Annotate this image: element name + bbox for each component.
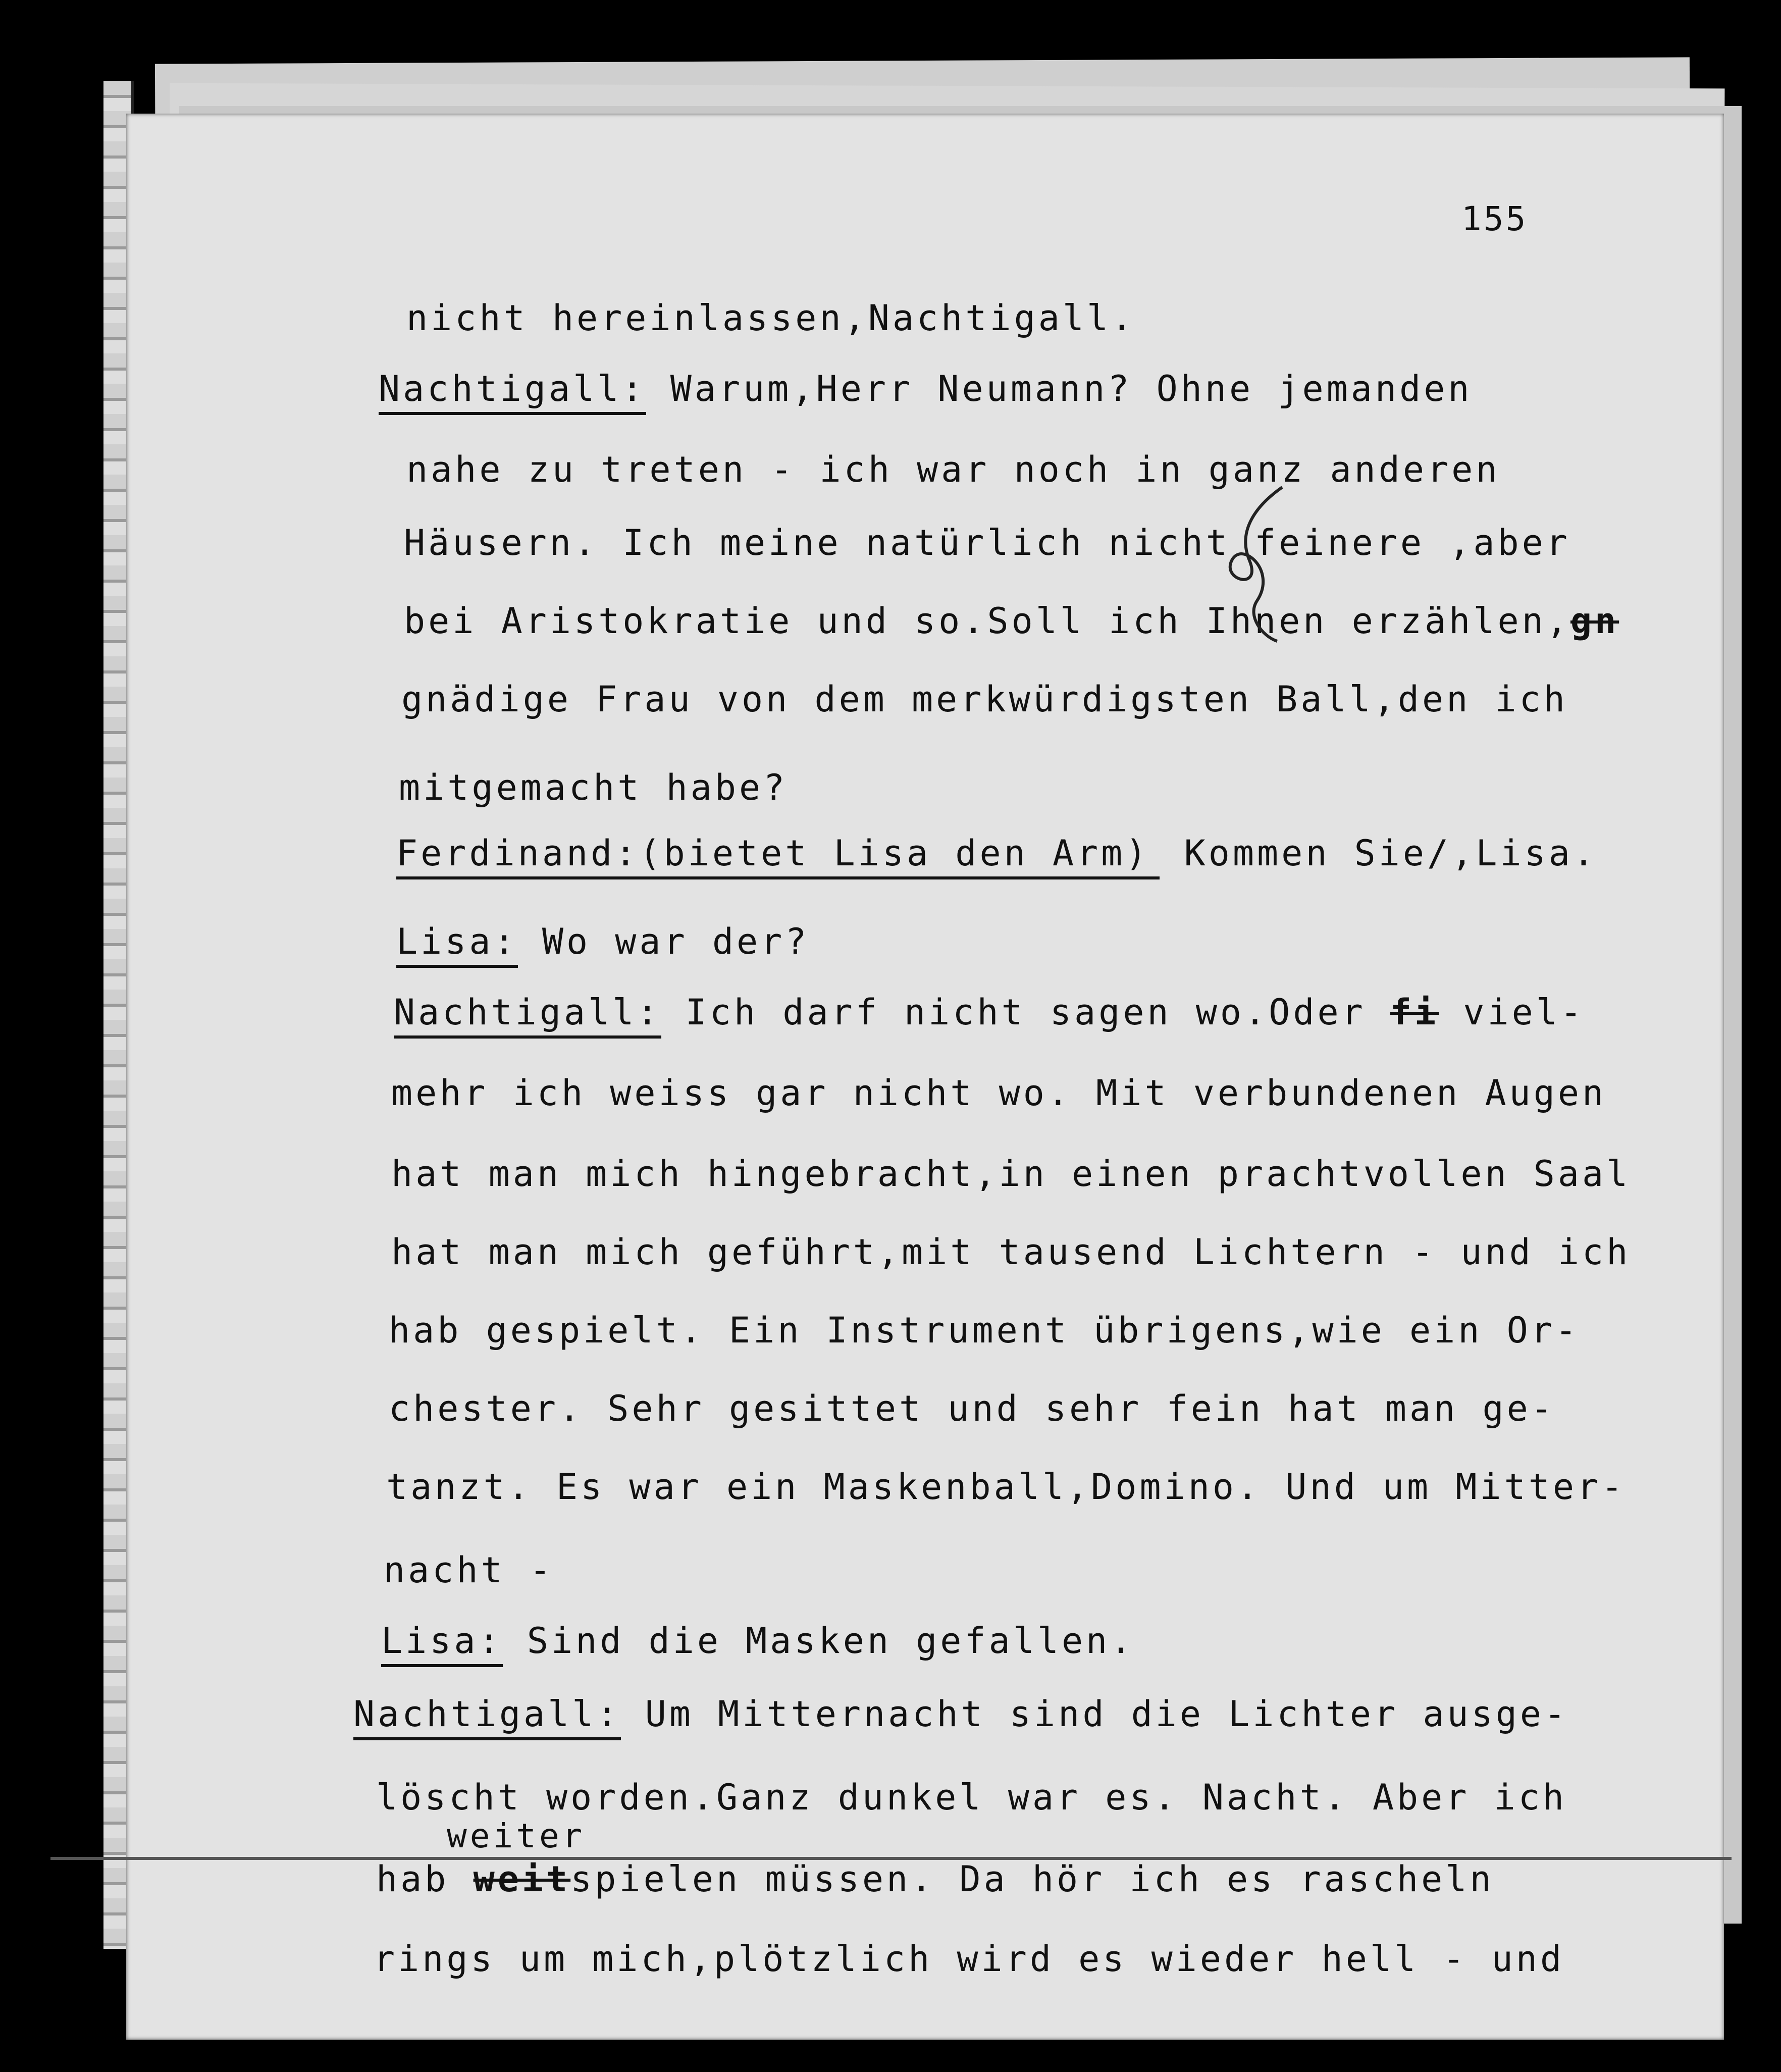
struck-text: fi xyxy=(1390,992,1439,1033)
text-line: bei Aristokratie und so.Soll ich Ihnen erzählen,gn xyxy=(404,600,1619,642)
text-line: hab weitspielen müssen. Da hör ich es rascheln xyxy=(376,1858,1494,1900)
struck-text: gn xyxy=(1570,600,1619,642)
text-line: tanzt. Es war ein Maskenball,Domino. Und um Mitter- xyxy=(386,1466,1626,1508)
text-line: nicht hereinlassen,Nachtigall. xyxy=(406,297,1136,339)
text-line: Lisa: Sind die Masken gefallen. xyxy=(381,1621,1134,1667)
speaker-label: Lisa: xyxy=(396,921,518,968)
text-line: nahe zu treten - ich war noch in ganz anderen xyxy=(406,449,1500,490)
speaker-label: Lisa: xyxy=(381,1621,503,1667)
struck-text: weit xyxy=(473,1858,571,1900)
text-line: Nachtigall: Um Mitternacht sind die Lichter ausge- xyxy=(353,1694,1568,1740)
speaker-label: Ferdinand:(bietet Lisa den Arm) xyxy=(396,833,1160,879)
text-line: chester. Sehr gesittet und sehr fein hat man ge- xyxy=(389,1388,1555,1429)
speaker-label: Nachtigall: xyxy=(379,369,646,415)
text-line: mehr ich weiss gar nicht wo. Mit verbundenen Augen xyxy=(391,1072,1607,1114)
speaker-label: Nachtigall: xyxy=(394,992,661,1039)
text-line: gnädige Frau von dem merkwürdigsten Ball,den ich xyxy=(401,679,1568,720)
text-line: Nachtigall: Warum,Herr Neumann? Ohne jemanden xyxy=(379,369,1472,415)
text-line: hat man mich geführt,mit tausend Lichtern - und ich xyxy=(391,1231,1631,1273)
text-line: Lisa: Wo war der? xyxy=(396,921,809,968)
inserted-word: weiter xyxy=(447,1817,586,1855)
speaker-label: Nachtigall: xyxy=(353,1694,621,1740)
text-line: mitgemacht habe? xyxy=(399,767,788,808)
page-number: 155 xyxy=(1461,199,1528,238)
text-line: nacht - xyxy=(384,1549,554,1591)
text-line: Häusern. Ich meine natürlich nicht feinere ,aber xyxy=(404,522,1570,563)
text-line: hat man mich hingebracht,in einen prachtvollen Saal xyxy=(391,1153,1631,1195)
text-line: Nachtigall: Ich darf nicht sagen wo.Oder fi viel- xyxy=(394,992,1585,1039)
text-line: Ferdinand:(bietet Lisa den Arm) Kommen Sie/,Lisa. xyxy=(396,833,1597,879)
text-line: rings um mich,plötzlich wird es wieder hell - und xyxy=(374,1938,1565,1980)
text-line: löscht worden.Ganz dunkel war es. Nacht. Aber ich xyxy=(376,1777,1567,1818)
text-line: hab gespielt. Ein Instrument übrigens,wie ein Or- xyxy=(389,1310,1580,1351)
